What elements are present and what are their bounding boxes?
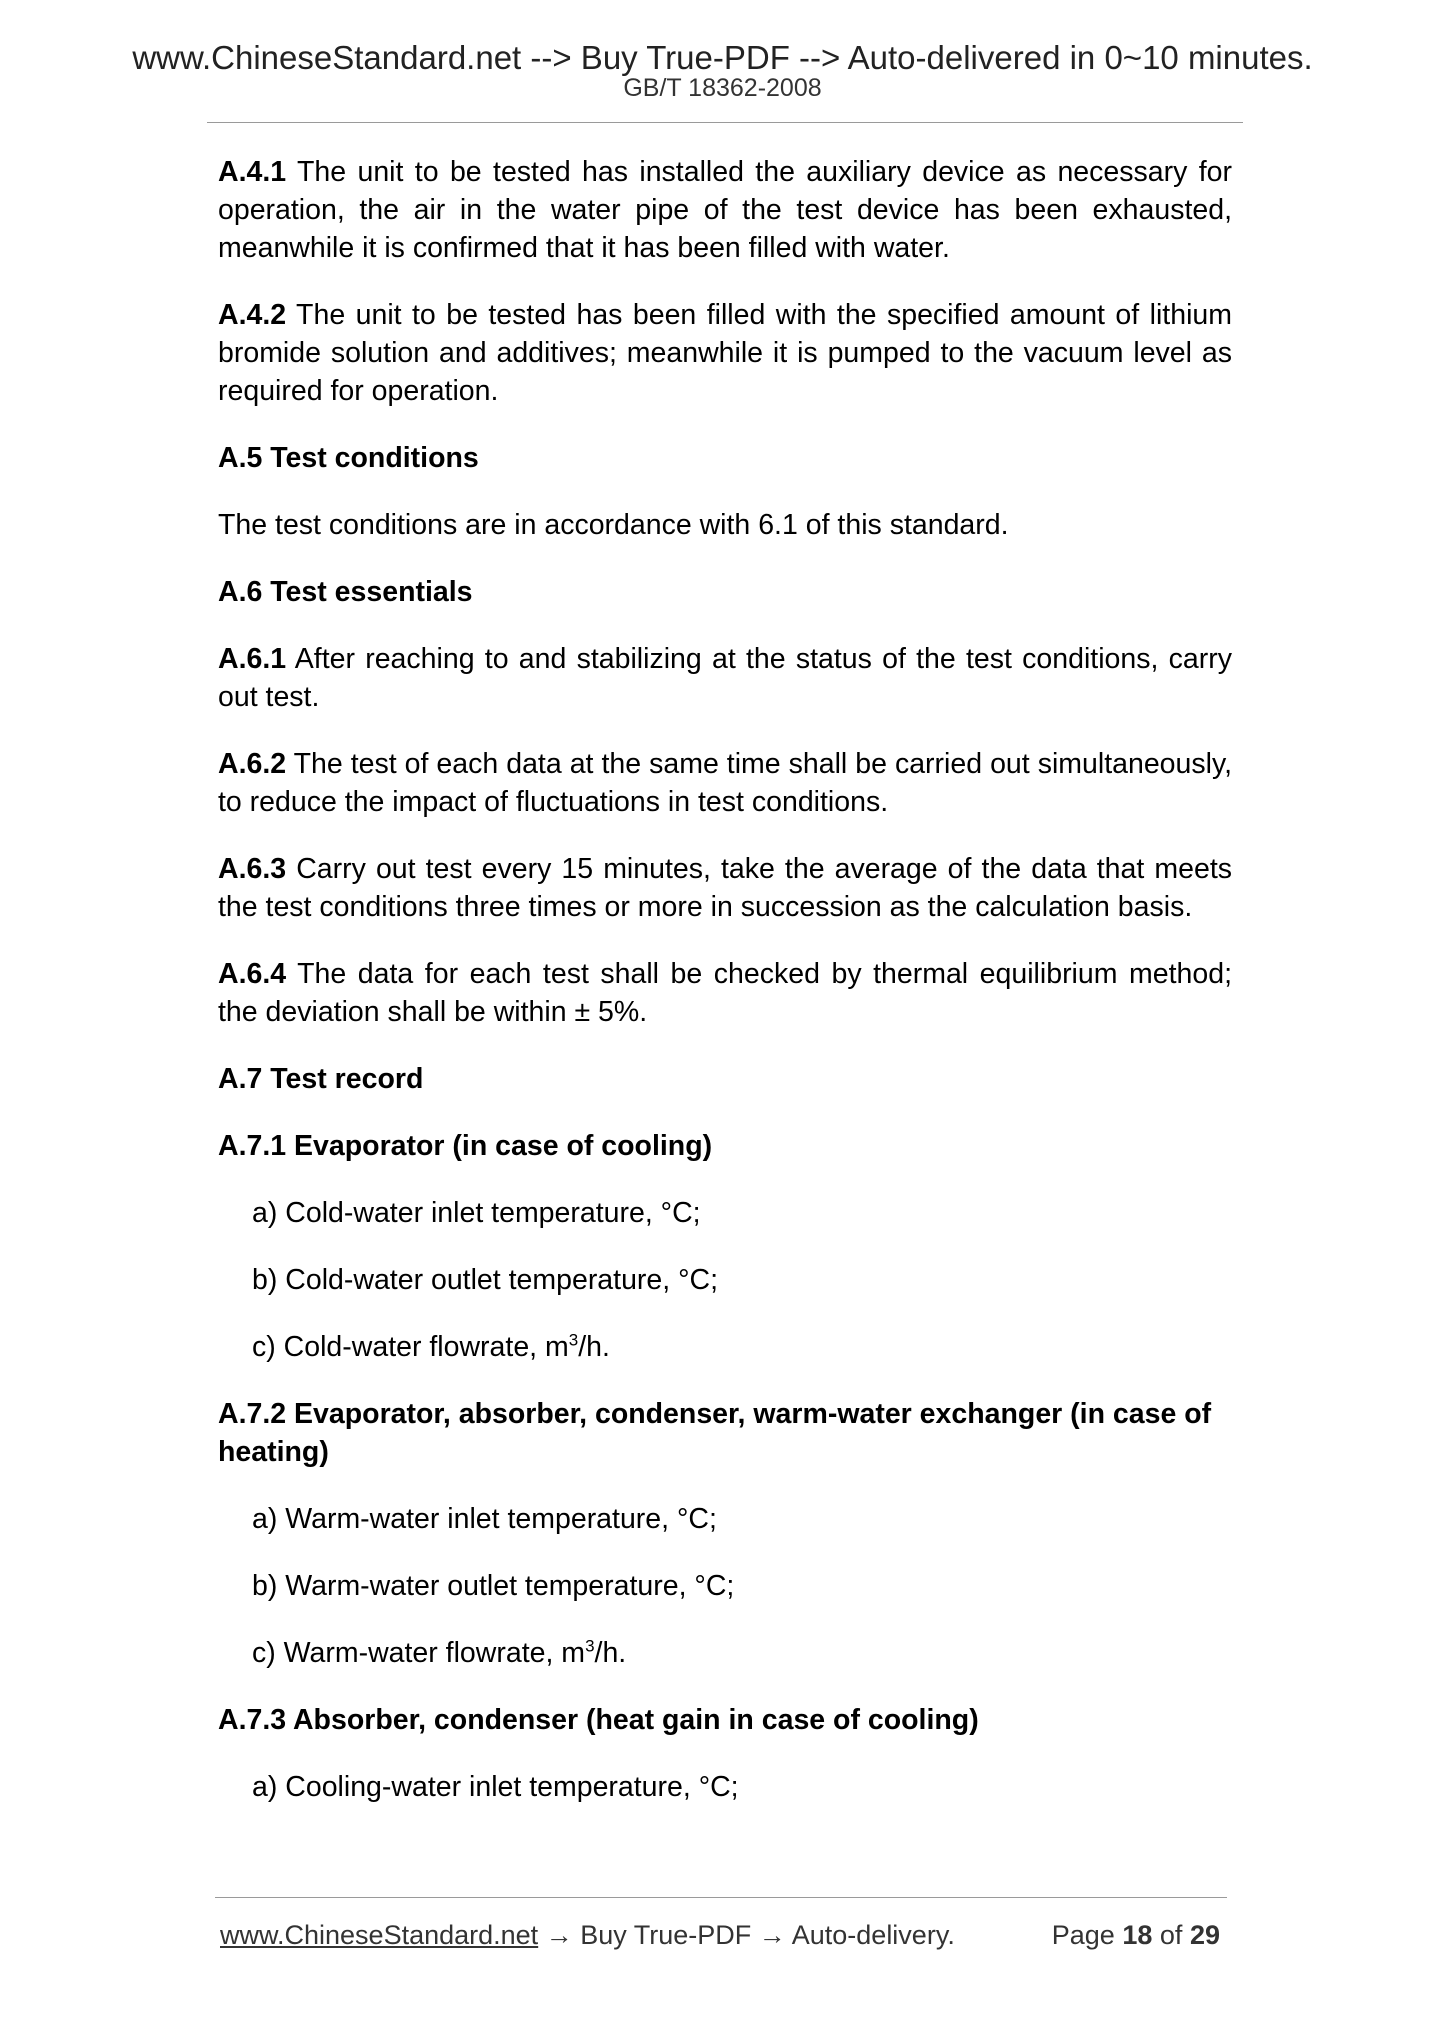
section-heading-a-7-1: A.7.1 Evaporator (in case of cooling) <box>218 1130 713 1162</box>
clause-number: A.4.1 <box>218 156 287 188</box>
footer-trail-text: → Buy True-PDF → Auto-delivery. <box>538 1920 955 1950</box>
section-heading-a-5: A.5 Test conditions <box>218 442 479 474</box>
list-item: a) Cold-water inlet temperature, °C; <box>252 1197 701 1229</box>
list-item: a) Cooling-water inlet temperature, °C; <box>252 1771 739 1803</box>
list-item-unit: /h. <box>578 1331 610 1363</box>
list-item-unit: /h. <box>594 1637 627 1669</box>
clause-number: A.4.2 <box>218 299 287 331</box>
of-label: of <box>1159 1920 1183 1950</box>
clause-text: The data for each test shall be checked by thermal equilibrium method; the deviation shall be within ± 5%. <box>218 958 1232 1028</box>
list-item: b) Cold-water outlet temperature, °C; <box>252 1264 719 1296</box>
clause-number: A.6.3 <box>218 853 287 885</box>
page-label: Page <box>1051 1920 1115 1950</box>
clause-a-6-1 <box>218 640 1232 716</box>
header-divider <box>207 122 1243 123</box>
list-item: b) Warm-water outlet temperature, °C; <box>252 1570 735 1602</box>
list-item-text: c) Cold-water flowrate, m <box>252 1331 569 1363</box>
section-heading-a-7-3: A.7.3 Absorber, condenser (heat gain in case of cooling) <box>218 1704 979 1736</box>
list-item <box>252 1328 1232 1366</box>
paragraph-a-5: The test conditions are in accordance with 6.1 of this standard. <box>218 509 1009 541</box>
page-indicator <box>1052 1918 1220 1952</box>
clause-a-6-3 <box>218 850 1232 926</box>
clause-a-6-4 <box>218 955 1232 1031</box>
superscript: 3 <box>585 1636 595 1656</box>
clause-a-4-2 <box>218 296 1232 410</box>
footer-site-link[interactable]: www.ChineseStandard.net <box>220 1920 539 1950</box>
clause-a-4-1 <box>218 153 1232 267</box>
clause-number: A.6.4 <box>218 958 287 990</box>
list-item <box>252 1634 1232 1672</box>
clause-a-6-2 <box>218 745 1232 821</box>
list-item: a) Warm-water inlet temperature, °C; <box>252 1503 717 1535</box>
page-footer <box>220 1918 1232 1952</box>
clause-text: The test of each data at the same time shall be carried out simultaneously, to reduce the impact of fluctuations in test conditions. <box>218 748 1232 818</box>
clause-number: A.6.1 <box>218 643 287 675</box>
clause-text: The unit to be tested has installed the auxiliary device as necessary for operation, the air in the water pipe of the test device has been exhausted, meanwhile it is confirmed that it has been filled with water. <box>218 156 1232 264</box>
clause-number: A.6.2 <box>218 748 287 780</box>
section-heading-a-7-2: A.7.2 Evaporator, absorber, condenser, warm-water exchanger (in case of heating) <box>218 1398 1212 1468</box>
clause-text: The unit to be tested has been filled with the specified amount of lithium bromide solution and additives; meanwhile it is pumped to the vacuum level as required for operation. <box>218 299 1232 407</box>
clause-text: After reaching to and stabilizing at the status of the test conditions, carry out test. <box>218 643 1232 713</box>
superscript: 3 <box>568 1330 579 1350</box>
total-pages: 29 <box>1189 1920 1220 1950</box>
document-body <box>218 153 1232 1835</box>
section-heading-a-6: A.6 Test essentials <box>218 576 473 608</box>
page-number: 18 <box>1122 1920 1153 1950</box>
standard-code: GB/T 18362-2008 <box>623 74 822 102</box>
footer-divider <box>215 1897 1227 1898</box>
clause-text: Carry out test every 15 minutes, take the average of the data that meets the test conditions three times or more in succession as the calculation basis. <box>218 853 1232 923</box>
section-heading-a-7: A.7 Test record <box>218 1063 424 1095</box>
list-item-text: c) Warm-water flowrate, m <box>252 1637 586 1669</box>
header-banner: www.ChineseStandard.net --> Buy True-PDF --> Auto-delivered in 0~10 minutes. <box>132 39 1313 76</box>
